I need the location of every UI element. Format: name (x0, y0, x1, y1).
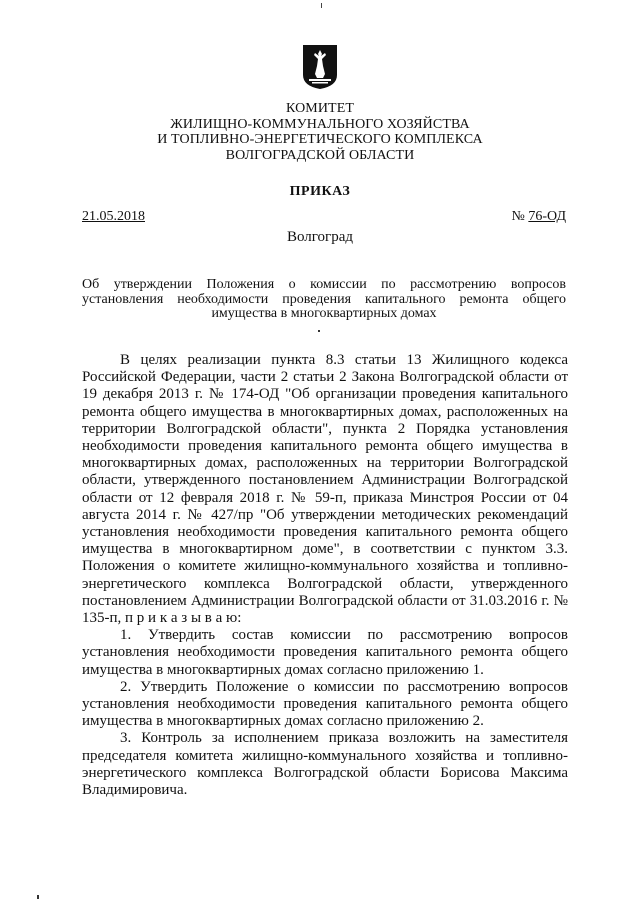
order-number (512, 209, 566, 225)
header-line: И ТОПЛИВНО-ЭНЕРГЕТИЧЕСКОГО КОМПЛЕКСА (157, 132, 483, 147)
order-number-value: 76-ОД (528, 209, 566, 224)
organization-header (0, 101, 640, 163)
scan-mark-top (321, 3, 322, 8)
order-item-2: 2. Утвердить Положение о комиссии по рассмотрению вопросов установления необходимости проведения капитального ремонта общего имущества в многоквартирных домах согласно приложению 2. (82, 678, 568, 730)
order-body (82, 352, 568, 799)
order-date: 21.05.2018 (82, 209, 145, 224)
scan-mark-bottom (37, 895, 39, 899)
order-subject: Об утверждении Положения о комиссии по рассмотрению вопросов установления необходимости проведения капитального ремонта общего имущества в многоквартирных домах (82, 277, 566, 321)
preamble-paragraph: В целях реализации пункта 8.3 статьи 13 Жилищного кодекса Российской Федерации, части 2 статьи 2 Закона Волгоградской области от 19 декабря 2013 г. № 174-ОД "Об организации проведения капитального ремонта общего имущества в многоквартирных домах, расположенных на территории Волгоградской области", пункта 2 Порядка установления необходимости проведения капитального ремонта общего имущества в многоквартирных домах, расположенных на территории Волгоградской области, утвержденного постановлением Администрации Волгоградской области от 12 февраля 2018 г. № 59-п, приказа Минстроя России от 04 августа 2014 г. № 427/пр "Об утверждении методических рекомендаций установления необходимости проведения капитального ремонта общего имущества в многоквартирном доме", в соответствии с пунктом 3.3. Положения о комитете жилищно-коммунального хозяйства и топливно-энергетического комплекса Волгоградской области, утвержденного постановлением Администрации Волгоградской области от 31.03.2016 г. № 135-п, п р и к а з ы в а ю: (82, 352, 568, 627)
header-line: ЖИЛИЩНО-КОММУНАЛЬНОГО ХОЗЯЙСТВА (170, 116, 470, 132)
order-item-3: 3. Контроль за исполнением приказа возложить на заместителя председателя комитета жилищно-коммунального хозяйства и топливно-энергетического комплекса Волгоградской области Борисова Максима Владимировича. (82, 730, 568, 799)
scan-dot (318, 330, 320, 332)
header-line: КОМИТЕТ (285, 101, 354, 116)
header-line: ВОЛГОГРАДСКОЙ ОБЛАСТИ (225, 147, 415, 163)
order-item-1: 1. Утвердить состав комиссии по рассмотрению вопросов установления необходимости проведения капитального ремонта общего имущества в многоквартирных домах согласно приложению 1. (82, 627, 568, 678)
coat-of-arms-emblem (302, 44, 338, 90)
order-number-prefix: № (511, 209, 529, 224)
order-city: Волгоград (286, 229, 353, 245)
document-title: ПРИКАЗ (289, 184, 351, 199)
